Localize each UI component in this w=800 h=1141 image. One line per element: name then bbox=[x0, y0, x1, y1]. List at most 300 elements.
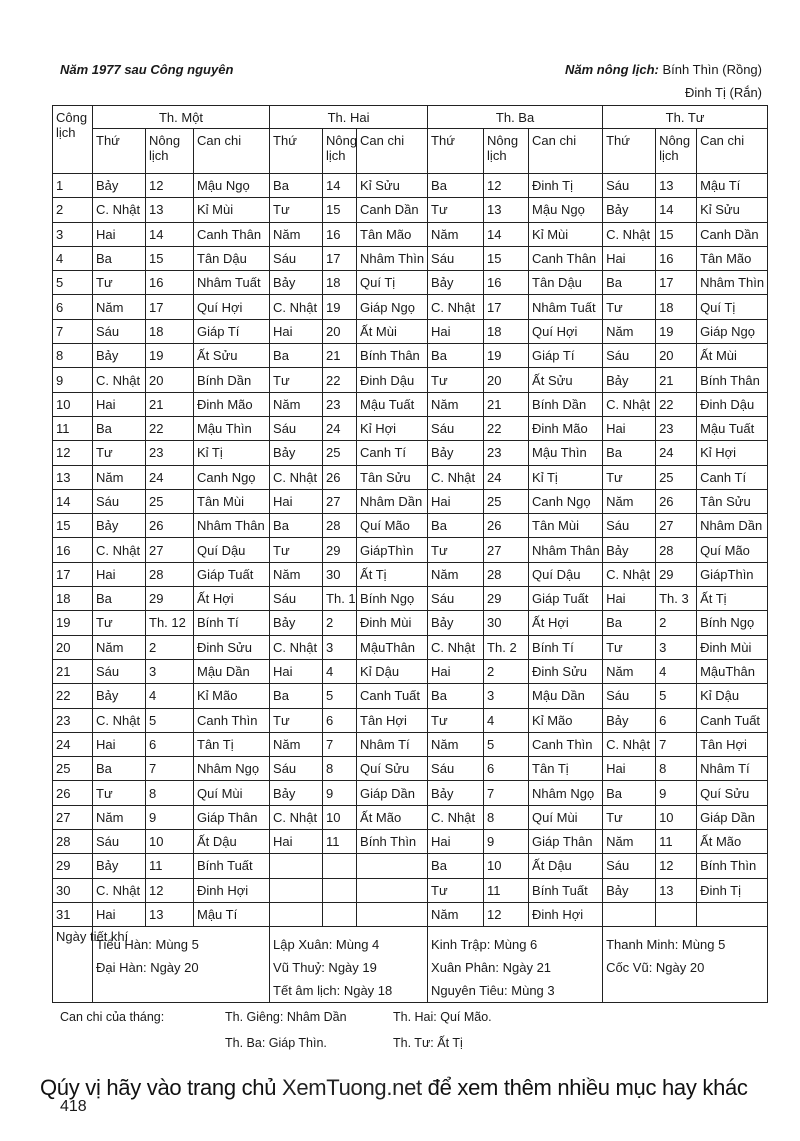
table-cell: Kỉ Dậu bbox=[357, 659, 428, 683]
table-row bbox=[53, 684, 768, 708]
table-cell: Tân Tị bbox=[529, 757, 603, 781]
table-cell: 25 bbox=[656, 465, 697, 489]
table-cell: Ba bbox=[93, 246, 146, 270]
table-cell: 3 bbox=[656, 635, 697, 659]
table-cell: Sáu bbox=[93, 489, 146, 513]
table-cell: Giáp Dần bbox=[697, 805, 768, 829]
tiet-khi-entry: Tết âm lịch: Ngày 18 bbox=[273, 983, 393, 999]
table-cell: 15 bbox=[484, 246, 529, 270]
tiet-khi-entry: Thanh Minh: Mùng 5 bbox=[606, 937, 726, 953]
table-cell: 29 bbox=[146, 587, 194, 611]
table-cell: Tư bbox=[93, 781, 146, 805]
table-cell: Hai bbox=[603, 416, 656, 440]
table-cell: 18 bbox=[53, 587, 93, 611]
table-row bbox=[53, 562, 768, 586]
table-cell: Quí Dậu bbox=[529, 562, 603, 586]
column-header: Can chi bbox=[697, 129, 768, 174]
table-cell: Hai bbox=[93, 732, 146, 756]
table-cell: 25 bbox=[484, 489, 529, 513]
table-cell: Tân Sửu bbox=[357, 465, 428, 489]
table-cell bbox=[603, 902, 656, 926]
table-cell: MậuThân bbox=[697, 659, 768, 683]
table-cell: Năm bbox=[270, 732, 323, 756]
table-cell: 22 bbox=[323, 368, 357, 392]
table-cell: Năm bbox=[93, 295, 146, 319]
table-cell: Tư bbox=[428, 198, 484, 222]
table-cell: Năm bbox=[428, 902, 484, 926]
table-cell: Hai bbox=[603, 757, 656, 781]
tiet-khi-cell bbox=[93, 927, 270, 1003]
table-cell: Ất Tị bbox=[357, 562, 428, 586]
table-cell: Đinh Tị bbox=[529, 174, 603, 198]
table-cell: Mậu Dần bbox=[529, 684, 603, 708]
table-cell bbox=[697, 902, 768, 926]
table-cell: 20 bbox=[323, 319, 357, 343]
table-cell: 23 bbox=[146, 441, 194, 465]
table-cell: 8 bbox=[323, 757, 357, 781]
table-cell: Nhâm Tí bbox=[697, 757, 768, 781]
table-cell: Tư bbox=[93, 271, 146, 295]
table-cell: 26 bbox=[146, 514, 194, 538]
table-cell: 12 bbox=[146, 174, 194, 198]
table-cell: Ba bbox=[270, 684, 323, 708]
tiet-khi-entry: Lập Xuân: Mùng 4 bbox=[273, 937, 380, 953]
table-cell: 9 bbox=[656, 781, 697, 805]
table-cell: 25 bbox=[323, 441, 357, 465]
table-cell: Ất Sửu bbox=[194, 344, 270, 368]
table-cell: Canh Tí bbox=[697, 465, 768, 489]
table-row bbox=[53, 174, 768, 198]
tiet-khi-entry: Xuân Phân: Ngày 21 bbox=[431, 960, 552, 976]
table-cell: Giáp Thân bbox=[529, 830, 603, 854]
table-cell: Năm bbox=[270, 392, 323, 416]
table-cell: Bảy bbox=[93, 854, 146, 878]
tiet-khi-row bbox=[53, 927, 768, 1003]
table-cell: 20 bbox=[146, 368, 194, 392]
table-cell: 5 bbox=[323, 684, 357, 708]
table-cell: Quí Hợi bbox=[529, 319, 603, 343]
table-cell: Đinh Mão bbox=[529, 416, 603, 440]
table-cell: 3 bbox=[323, 635, 357, 659]
table-cell: Nhâm Ngọ bbox=[194, 757, 270, 781]
table-cell: Ba bbox=[603, 441, 656, 465]
table-cell: Ba bbox=[93, 757, 146, 781]
table-cell: Canh Dần bbox=[697, 222, 768, 246]
table-row bbox=[53, 198, 768, 222]
table-cell: Hai bbox=[270, 489, 323, 513]
table-cell: Canh Ngọ bbox=[194, 465, 270, 489]
table-cell: Hai bbox=[93, 902, 146, 926]
table-cell: Bảy bbox=[603, 538, 656, 562]
table-cell: Canh Thìn bbox=[529, 732, 603, 756]
table-cell: 15 bbox=[53, 514, 93, 538]
table-cell: Ba bbox=[270, 514, 323, 538]
table-cell: Kỉ Sửu bbox=[357, 174, 428, 198]
table-cell: 29 bbox=[323, 538, 357, 562]
table-cell: Tư bbox=[428, 708, 484, 732]
table-cell: Ất Mão bbox=[697, 830, 768, 854]
table-cell: Bảy bbox=[603, 198, 656, 222]
table-cell: 28 bbox=[53, 830, 93, 854]
month-header: Th. Tư bbox=[603, 106, 768, 129]
table-cell: Năm bbox=[603, 489, 656, 513]
table-cell: 2 bbox=[146, 635, 194, 659]
table-cell: 24 bbox=[146, 465, 194, 489]
table-cell: Hai bbox=[93, 392, 146, 416]
table-row bbox=[53, 757, 768, 781]
table-cell: Bính Tí bbox=[194, 611, 270, 635]
table-cell: Mậu Tuất bbox=[357, 392, 428, 416]
table-cell: Mậu Thìn bbox=[194, 416, 270, 440]
table-cell: Hai bbox=[428, 659, 484, 683]
year-heading: Năm 1977 sau Công nguyên bbox=[60, 62, 234, 77]
column-header: Can chi bbox=[529, 129, 603, 174]
table-cell: 10 bbox=[484, 854, 529, 878]
table-cell: 5 bbox=[146, 708, 194, 732]
table-cell: 4 bbox=[484, 708, 529, 732]
table-cell: Th. 1 bbox=[323, 587, 357, 611]
table-cell: Năm bbox=[428, 562, 484, 586]
table-cell: 6 bbox=[323, 708, 357, 732]
table-row bbox=[53, 611, 768, 635]
table-cell: 24 bbox=[53, 732, 93, 756]
table-cell: Đinh Tị bbox=[697, 878, 768, 902]
table-cell bbox=[270, 854, 323, 878]
table-cell: Ba bbox=[428, 854, 484, 878]
table-cell: 17 bbox=[53, 562, 93, 586]
table-cell: 29 bbox=[53, 854, 93, 878]
table-cell: 13 bbox=[146, 902, 194, 926]
table-cell: C. Nhật bbox=[93, 878, 146, 902]
table-cell: Nhâm Tí bbox=[357, 732, 428, 756]
table-cell: Canh Thìn bbox=[194, 708, 270, 732]
table-row bbox=[53, 587, 768, 611]
table-cell: 14 bbox=[656, 198, 697, 222]
table-cell: 7 bbox=[146, 757, 194, 781]
table-cell: Năm bbox=[93, 805, 146, 829]
table-cell: Hai bbox=[428, 830, 484, 854]
table-row bbox=[53, 465, 768, 489]
table-cell: Quí Sửu bbox=[357, 757, 428, 781]
table-cell: 27 bbox=[323, 489, 357, 513]
table-cell: 20 bbox=[484, 368, 529, 392]
table-cell: 22 bbox=[656, 392, 697, 416]
table-cell: C. Nhật bbox=[603, 222, 656, 246]
table-cell: 4 bbox=[146, 684, 194, 708]
table-row bbox=[53, 635, 768, 659]
tiet-khi-cell bbox=[270, 927, 428, 1003]
can-chi-gieng: Th. Giêng: Nhâm Dần bbox=[225, 1010, 347, 1024]
table-row bbox=[53, 368, 768, 392]
table-cell: Mậu Thìn bbox=[529, 441, 603, 465]
table-cell: 10 bbox=[323, 805, 357, 829]
table-cell: Quí Mùi bbox=[529, 805, 603, 829]
table-cell: 19 bbox=[146, 344, 194, 368]
table-cell: Bính Dần bbox=[529, 392, 603, 416]
table-cell: Nhâm Ngọ bbox=[529, 781, 603, 805]
table-cell: Bính Thân bbox=[357, 344, 428, 368]
table-cell: Hai bbox=[270, 830, 323, 854]
table-cell: Sáu bbox=[93, 830, 146, 854]
table-cell: Kỉ Tị bbox=[529, 465, 603, 489]
table-cell: Nhâm Thân bbox=[194, 514, 270, 538]
month-header: Th. Hai bbox=[270, 106, 428, 129]
month-header: Th. Ba bbox=[428, 106, 603, 129]
table-cell: 4 bbox=[53, 246, 93, 270]
table-cell: Kỉ Hợi bbox=[697, 441, 768, 465]
table-cell: 30 bbox=[484, 611, 529, 635]
table-cell: 26 bbox=[323, 465, 357, 489]
table-cell: 11 bbox=[146, 854, 194, 878]
table-cell: 23 bbox=[53, 708, 93, 732]
table-cell: Quí Hợi bbox=[194, 295, 270, 319]
can-chi-hai: Th. Hai: Quí Mão. bbox=[393, 1010, 492, 1024]
table-cell: Tư bbox=[603, 465, 656, 489]
table-cell: 6 bbox=[656, 708, 697, 732]
table-cell: Ba bbox=[603, 781, 656, 805]
lunar-year-label: Năm nông lịch: bbox=[565, 62, 659, 77]
table-cell: Sáu bbox=[270, 757, 323, 781]
table-cell: Giáp Tuất bbox=[194, 562, 270, 586]
table-cell: 2 bbox=[656, 611, 697, 635]
table-cell: C. Nhật bbox=[603, 562, 656, 586]
table-cell: Bính Dần bbox=[194, 368, 270, 392]
table-cell: 6 bbox=[53, 295, 93, 319]
table-cell: 13 bbox=[484, 198, 529, 222]
tiet-khi-entry: Đại Hàn: Ngày 20 bbox=[96, 960, 199, 976]
table-cell: Bính Thìn bbox=[697, 854, 768, 878]
table-cell: Tân Hợi bbox=[697, 732, 768, 756]
calendar-table bbox=[52, 105, 768, 1003]
table-cell: 25 bbox=[146, 489, 194, 513]
table-cell: 9 bbox=[484, 830, 529, 854]
table-cell: 5 bbox=[656, 684, 697, 708]
table-cell: 7 bbox=[656, 732, 697, 756]
table-cell: 13 bbox=[53, 465, 93, 489]
table-cell: 25 bbox=[53, 757, 93, 781]
table-cell: C. Nhật bbox=[428, 295, 484, 319]
table-cell: C. Nhật bbox=[603, 392, 656, 416]
table-cell: Mậu Tí bbox=[697, 174, 768, 198]
table-cell: 14 bbox=[484, 222, 529, 246]
table-row bbox=[53, 708, 768, 732]
table-row bbox=[53, 830, 768, 854]
table-row bbox=[53, 295, 768, 319]
table-cell: Ất Mùi bbox=[357, 319, 428, 343]
table-cell: Tư bbox=[270, 198, 323, 222]
table-cell: 12 bbox=[484, 902, 529, 926]
table-cell: Bảy bbox=[270, 781, 323, 805]
table-cell: 8 bbox=[53, 344, 93, 368]
table-cell: Ba bbox=[428, 174, 484, 198]
table-cell bbox=[357, 902, 428, 926]
table-cell: 4 bbox=[656, 659, 697, 683]
table-cell: Đinh Sửu bbox=[194, 635, 270, 659]
table-cell: 13 bbox=[146, 198, 194, 222]
table-cell: Năm bbox=[428, 392, 484, 416]
can-chi-tu: Th. Tư: Ất Tị bbox=[393, 1036, 463, 1050]
table-cell: 29 bbox=[484, 587, 529, 611]
table-cell: Canh Ngọ bbox=[529, 489, 603, 513]
table-cell: Đinh Hợi bbox=[529, 902, 603, 926]
table-cell: Bảy bbox=[93, 684, 146, 708]
column-header: Nông lịch bbox=[484, 129, 529, 174]
table-cell: 20 bbox=[53, 635, 93, 659]
table-cell: C. Nhật bbox=[93, 708, 146, 732]
table-cell: 5 bbox=[53, 271, 93, 295]
table-cell: Mậu Dần bbox=[194, 659, 270, 683]
table-cell: 3 bbox=[146, 659, 194, 683]
table-cell: Năm bbox=[93, 635, 146, 659]
table-cell: 21 bbox=[484, 392, 529, 416]
table-cell: Hai bbox=[603, 246, 656, 270]
table-cell: 12 bbox=[53, 441, 93, 465]
table-cell: Tân Mão bbox=[357, 222, 428, 246]
table-cell: 3 bbox=[53, 222, 93, 246]
table-cell: Tư bbox=[270, 368, 323, 392]
table-cell: Mậu Tuất bbox=[697, 416, 768, 440]
table-cell bbox=[270, 878, 323, 902]
table-cell: Đinh Mão bbox=[194, 392, 270, 416]
table-cell: 16 bbox=[323, 222, 357, 246]
month-header: Th. Một bbox=[93, 106, 270, 129]
table-cell: 9 bbox=[53, 368, 93, 392]
table-cell: Tư bbox=[603, 635, 656, 659]
table-cell: Sáu bbox=[603, 684, 656, 708]
table-cell: Sáu bbox=[270, 587, 323, 611]
table-cell: Hai bbox=[603, 587, 656, 611]
tiet-khi-cell bbox=[428, 927, 603, 1003]
tiet-khi-entry: Nguyên Tiêu: Mùng 3 bbox=[431, 983, 555, 999]
table-cell: Tân Mùi bbox=[529, 514, 603, 538]
table-cell: Canh Dần bbox=[357, 198, 428, 222]
table-row bbox=[53, 659, 768, 683]
table-cell: 18 bbox=[656, 295, 697, 319]
table-cell: 16 bbox=[146, 271, 194, 295]
table-cell: 2 bbox=[53, 198, 93, 222]
table-cell: Năm bbox=[428, 222, 484, 246]
table-cell: Năm bbox=[270, 222, 323, 246]
table-cell: Quí Tị bbox=[697, 295, 768, 319]
table-cell: Bảy bbox=[603, 368, 656, 392]
table-cell bbox=[357, 878, 428, 902]
column-header: Nông lịch bbox=[146, 129, 194, 174]
table-cell: Tân Dậu bbox=[529, 271, 603, 295]
table-cell: Quí Mùi bbox=[194, 781, 270, 805]
table-cell: 24 bbox=[323, 416, 357, 440]
table-cell: Tân Hợi bbox=[357, 708, 428, 732]
table-cell: Tân Sửu bbox=[697, 489, 768, 513]
table-cell: Tân Mùi bbox=[194, 489, 270, 513]
calendar-body bbox=[53, 174, 768, 1003]
table-cell: 15 bbox=[656, 222, 697, 246]
table-cell: Hai bbox=[270, 659, 323, 683]
table-cell: Đinh Mùi bbox=[697, 635, 768, 659]
table-cell: Sáu bbox=[603, 174, 656, 198]
table-row bbox=[53, 344, 768, 368]
table-cell: Giáp Tí bbox=[194, 319, 270, 343]
table-row bbox=[53, 222, 768, 246]
lunar-year-value-1: Bính Thìn (Rồng) bbox=[662, 62, 762, 77]
table-cell: Tư bbox=[428, 878, 484, 902]
table-cell: 17 bbox=[484, 295, 529, 319]
table-cell: Tân Mão bbox=[697, 246, 768, 270]
table-cell: Năm bbox=[603, 319, 656, 343]
table-cell: Sáu bbox=[603, 854, 656, 878]
table-cell: Sáu bbox=[93, 319, 146, 343]
table-cell: Bính Tuất bbox=[529, 878, 603, 902]
table-cell: Năm bbox=[428, 732, 484, 756]
column-header: Can chi bbox=[194, 129, 270, 174]
table-cell: Đinh Dậu bbox=[357, 368, 428, 392]
table-cell: Mậu Ngọ bbox=[194, 174, 270, 198]
table-cell: 14 bbox=[53, 489, 93, 513]
table-cell: Ba bbox=[93, 587, 146, 611]
table-cell: Năm bbox=[603, 830, 656, 854]
table-row bbox=[53, 489, 768, 513]
table-cell: 12 bbox=[484, 174, 529, 198]
table-cell: 7 bbox=[53, 319, 93, 343]
table-row bbox=[53, 271, 768, 295]
table-cell: 11 bbox=[484, 878, 529, 902]
table-cell: Ba bbox=[428, 514, 484, 538]
table-cell: Nhâm Thìn bbox=[357, 246, 428, 270]
table-cell: Tân Dậu bbox=[194, 246, 270, 270]
table-cell: 24 bbox=[656, 441, 697, 465]
table-cell: 24 bbox=[484, 465, 529, 489]
table-cell: 13 bbox=[656, 878, 697, 902]
table-cell bbox=[270, 902, 323, 926]
tiet-khi-entry: Tiểu Hàn: Mùng 5 bbox=[96, 937, 199, 953]
table-cell: 11 bbox=[656, 830, 697, 854]
table-cell: 30 bbox=[53, 878, 93, 902]
table-cell: 31 bbox=[53, 902, 93, 926]
table-cell: Tư bbox=[93, 441, 146, 465]
table-cell: 2 bbox=[484, 659, 529, 683]
footer-brand-link[interactable]: XemTuong.net bbox=[281, 1075, 422, 1100]
table-cell: 27 bbox=[484, 538, 529, 562]
table-cell: C. Nhật bbox=[603, 732, 656, 756]
tiet-khi-entry: Kinh Trập: Mùng 6 bbox=[431, 937, 538, 953]
table-cell: Bảy bbox=[603, 878, 656, 902]
table-cell: Đinh Mùi bbox=[357, 611, 428, 635]
table-cell: Tư bbox=[428, 368, 484, 392]
table-cell: Năm bbox=[603, 659, 656, 683]
table-cell: 13 bbox=[656, 174, 697, 198]
table-cell: 6 bbox=[484, 757, 529, 781]
lunar-year-heading bbox=[565, 58, 762, 104]
table-cell: 22 bbox=[146, 416, 194, 440]
table-cell: 26 bbox=[656, 489, 697, 513]
table-cell: GiápThìn bbox=[697, 562, 768, 586]
table-cell: Bảy bbox=[93, 344, 146, 368]
table-cell: 10 bbox=[656, 805, 697, 829]
table-cell: 15 bbox=[323, 198, 357, 222]
table-cell: 23 bbox=[656, 416, 697, 440]
table-cell: Ba bbox=[603, 271, 656, 295]
table-cell: Canh Thân bbox=[529, 246, 603, 270]
lunar-year-value-2: Đinh Tị (Rắn) bbox=[684, 85, 762, 100]
table-cell: Ất Dậu bbox=[194, 830, 270, 854]
table-cell: Hai bbox=[428, 319, 484, 343]
table-cell: Sáu bbox=[270, 246, 323, 270]
table-cell: Bính Ngọ bbox=[697, 611, 768, 635]
column-header: Thứ bbox=[428, 129, 484, 174]
table-cell: Quí Mão bbox=[357, 514, 428, 538]
table-cell: 28 bbox=[656, 538, 697, 562]
table-cell: 27 bbox=[656, 514, 697, 538]
table-cell: Năm bbox=[270, 562, 323, 586]
